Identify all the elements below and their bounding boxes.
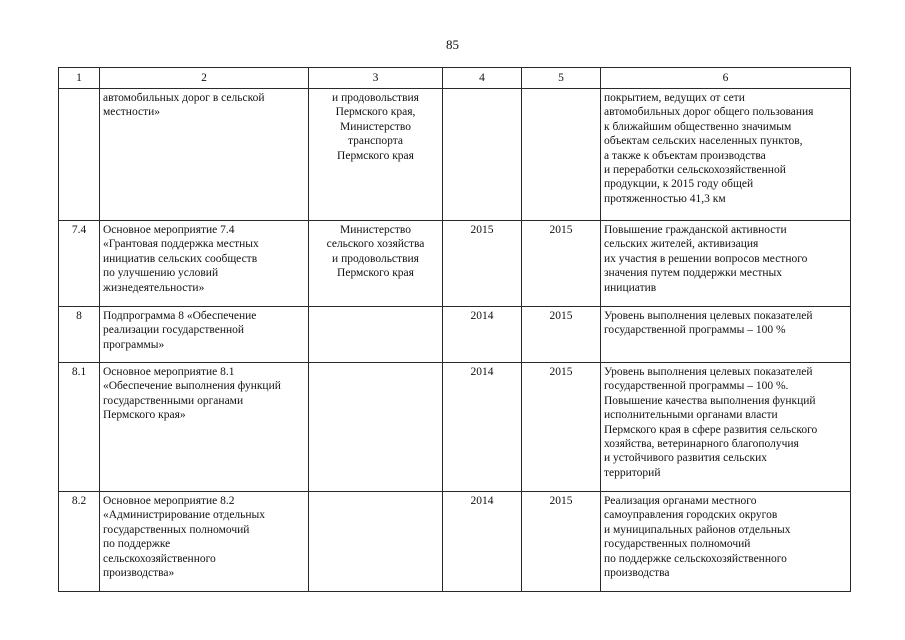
- end-year: [522, 89, 601, 221]
- expected-result: покрытием, ведущих от сети автомобильных дорог общего пользования к ближайшим общественно значимым объектам сельских населенных пунктов, а также к объектам производства и переработки сельскохозяйственной продукции, к 2015 году общей протяженностью 41,3 км: [601, 89, 851, 221]
- header-cell-4: 4: [443, 68, 522, 89]
- executor: [309, 492, 443, 592]
- header-cell-1: 1: [59, 68, 100, 89]
- start-year: [443, 89, 522, 221]
- header-cell-3: 3: [309, 68, 443, 89]
- row-number: 7.4: [59, 221, 100, 307]
- executor: и продовольствия Пермского края, Министерство транспорта Пермского края: [309, 89, 443, 221]
- end-year: 2015: [522, 221, 601, 307]
- executor: [309, 307, 443, 363]
- activity-name: Основное мероприятие 8.1 «Обеспечение выполнения функций государственными органами Пермского края»: [100, 363, 309, 492]
- table-row: [59, 307, 851, 363]
- row-number: [59, 89, 100, 221]
- activity-name: Основное мероприятие 7.4 «Грантовая поддержка местных инициатив сельских сообществ по улучшению условий жизнедеятельности»: [100, 221, 309, 307]
- header-cell-5: 5: [522, 68, 601, 89]
- expected-result: Реализация органами местного самоуправления городских округов и муниципальных районов отдельных государственных полномочий по поддержке сельскохозяйственного производства: [601, 492, 851, 592]
- row-number: 8: [59, 307, 100, 363]
- start-year: 2014: [443, 363, 522, 492]
- table-row: [59, 363, 851, 492]
- table-row: [59, 89, 851, 221]
- end-year: 2015: [522, 492, 601, 592]
- program-activities-table: [58, 67, 851, 592]
- row-number: 8.1: [59, 363, 100, 492]
- start-year: 2015: [443, 221, 522, 307]
- activity-name: Основное мероприятие 8.2 «Администрирование отдельных государственных полномочий по поддержке сельскохозяйственного производства»: [100, 492, 309, 592]
- executor: [309, 363, 443, 492]
- activity-name: автомобильных дорог в сельской местности»: [100, 89, 309, 221]
- row-number: 8.2: [59, 492, 100, 592]
- end-year: 2015: [522, 307, 601, 363]
- expected-result: Уровень выполнения целевых показателей государственной программы – 100 %. Повышение качества выполнения функций исполнительными органами власти Пермского края в сфере развития сельского хозяйства, ветеринарного благополучия и устойчивого развития сельских территорий: [601, 363, 851, 492]
- start-year: 2014: [443, 492, 522, 592]
- executor: Министерство сельского хозяйства и продовольствия Пермского края: [309, 221, 443, 307]
- header-cell-6: 6: [601, 68, 851, 89]
- expected-result: Повышение гражданской активности сельских жителей, активизация их участия в решении вопросов местного значения путем поддержки местных инициатив: [601, 221, 851, 307]
- table-row: [59, 492, 851, 592]
- table-row: [59, 221, 851, 307]
- header-cell-2: 2: [100, 68, 309, 89]
- start-year: 2014: [443, 307, 522, 363]
- activity-name: Подпрограмма 8 «Обеспечение реализации государственной программы»: [100, 307, 309, 363]
- end-year: 2015: [522, 363, 601, 492]
- expected-result: Уровень выполнения целевых показателей государственной программы – 100 %: [601, 307, 851, 363]
- page-number: 85: [446, 37, 459, 52]
- table-header-row: [59, 68, 851, 89]
